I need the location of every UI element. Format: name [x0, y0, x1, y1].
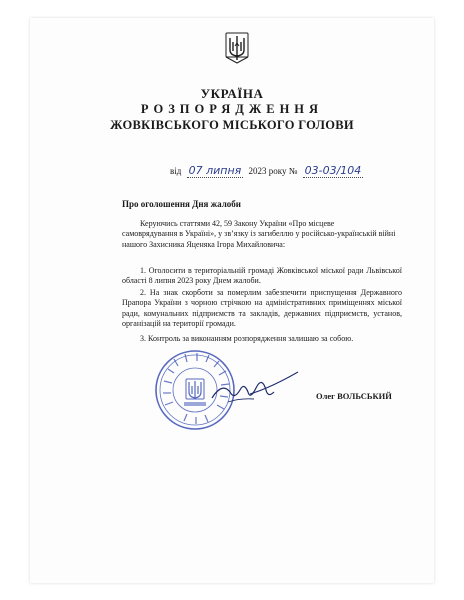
document-page — [30, 18, 434, 583]
authority-heading: ЖОВКІВСЬКОГО МІСЬКОГО ГОЛОВИ — [110, 118, 354, 132]
handwritten-order-number: 03-03/104 — [304, 164, 362, 177]
date-prefix: від — [170, 166, 182, 176]
date-number-line — [170, 164, 366, 178]
preamble-paragraph — [122, 219, 402, 250]
handwritten-signature — [210, 368, 300, 410]
document-type-heading: РОЗПОРЯДЖЕННЯ — [140, 102, 324, 116]
year-number-label: 2023 року № — [248, 166, 298, 176]
order-title: Про оголошення Дня жалоби — [122, 199, 241, 209]
preamble-line-1: Керуючись статтями 42, 59 Закону України «Про місцеве — [140, 219, 335, 228]
order-item-1: 1. Оголосити в територіальній громаді Жовківської міської ради Львівської області 8 липня 2023 року Днем жалоби. — [122, 266, 402, 286]
order-item-2: 2. На знак скорботи за померлим забезпечити приспущення Державного Прапора України з чорною стрічкою на адміністративних приміщеннях міської ради, комунальних підприємств та закладів, державних підприємств, установ, організацій на території громади. — [122, 288, 402, 328]
signer-name: Олег ВОЛЬСЬКИЙ — [316, 391, 392, 401]
preamble-line-2: самоврядування в Україні», у зв’язку із загибеллю у російсько-українській війні — [122, 229, 396, 239]
order-item-3: 3. Контроль за виконанням розпорядження залишаю за собою. — [140, 334, 354, 343]
country-heading: УКРАЇНА — [200, 86, 264, 101]
handwritten-date: 07 липня — [188, 164, 242, 177]
trident-icon — [225, 32, 249, 64]
preamble-line-3: нашого Захисника Яценяка Ігора Михайловича: — [122, 239, 286, 249]
